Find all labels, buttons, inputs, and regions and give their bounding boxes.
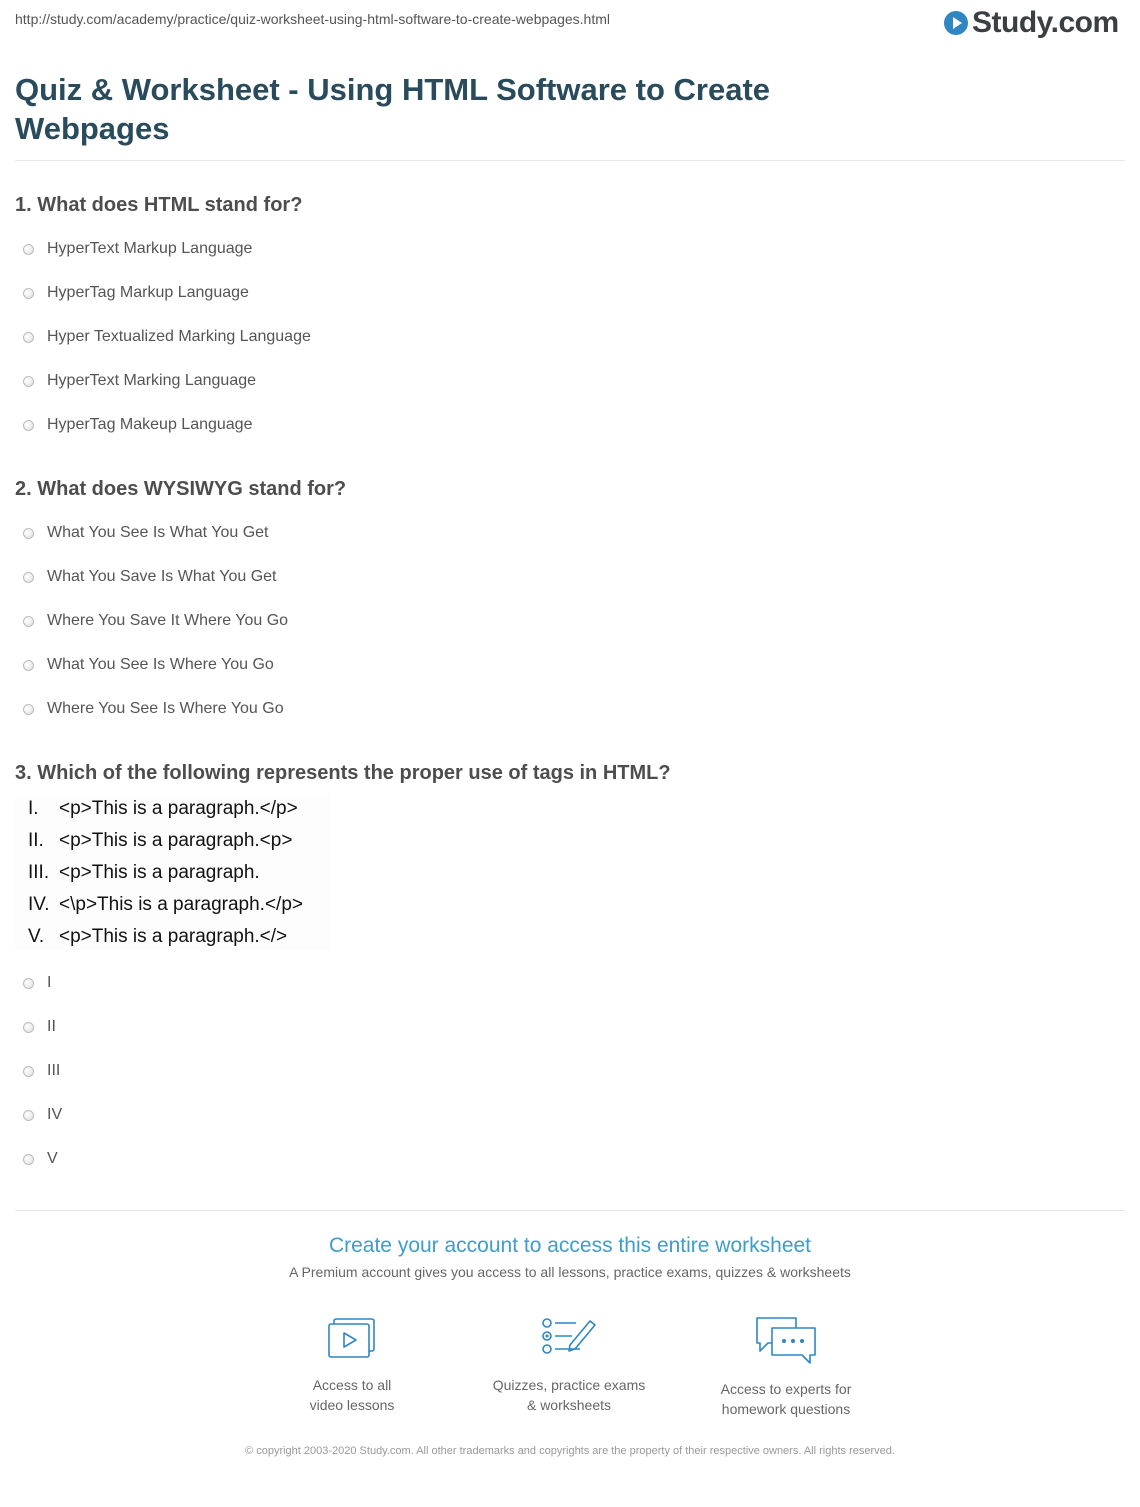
q1-option-4[interactable] [23, 370, 256, 392]
q2-option-1[interactable] [23, 522, 268, 544]
tag-example-text: <p>This is a paragraph.</> [59, 926, 288, 947]
create-account-link[interactable]: Create your account to access this entire worksheet [328, 1234, 812, 1257]
option-label: Hyper Textualized Marking Language [47, 328, 311, 345]
chat-bubbles-icon [754, 1315, 818, 1367]
video-lessons-icon [326, 1315, 378, 1363]
tag-examples-image [15, 795, 330, 950]
option-label: What You Save Is What You Get [47, 568, 277, 585]
radio-button[interactable] [23, 1154, 34, 1165]
option-label: What You See Is What You Get [47, 524, 269, 541]
question-3: 3. Which of the following represents the proper use of tags in HTML? [15, 762, 671, 784]
q2-option-4[interactable] [23, 654, 274, 676]
q3-option-1[interactable] [23, 972, 51, 994]
tag-example-text: <p>This is a paragraph.</p> [59, 798, 298, 819]
radio-button[interactable] [23, 978, 34, 989]
tag-example-number: III. [28, 862, 50, 883]
feature-video-lessons [252, 1315, 452, 1415]
question-1: 1. What does HTML stand for? [15, 194, 303, 216]
q2-option-2[interactable] [23, 566, 276, 588]
radio-button[interactable] [23, 616, 34, 627]
tag-example-row [28, 862, 260, 884]
feature-experts [686, 1315, 886, 1419]
option-label: IV [47, 1106, 63, 1123]
page-url: http://study.com/academy/practice/quiz-worksheet-using-html-software-to-create-webpages.html [15, 11, 610, 27]
tag-example-row [28, 926, 287, 948]
tag-example-number: I. [28, 798, 39, 819]
radio-button[interactable] [23, 572, 34, 583]
option-label: V [47, 1150, 58, 1167]
study-logo[interactable] [944, 6, 1119, 40]
radio-button[interactable] [23, 288, 34, 299]
feature-label-line: Access to experts for [720, 1381, 852, 1397]
option-label: HyperTag Makeup Language [47, 416, 253, 433]
feature-label-line: homework questions [721, 1401, 851, 1417]
tag-example-number: IV. [28, 894, 50, 915]
q3-option-3[interactable] [23, 1060, 60, 1082]
radio-button[interactable] [23, 704, 34, 715]
tag-example-row [28, 798, 298, 820]
title-divider [15, 160, 1125, 161]
q3-option-5[interactable] [23, 1148, 58, 1170]
radio-button[interactable] [23, 420, 34, 431]
q1-option-2[interactable] [23, 282, 249, 304]
radio-button[interactable] [23, 1066, 34, 1077]
option-label: I [47, 974, 52, 991]
radio-button[interactable] [23, 1110, 34, 1121]
tag-example-row [28, 830, 292, 852]
feature-quizzes [469, 1315, 669, 1415]
option-label: Where You See Is Where You Go [47, 700, 284, 717]
option-label: HyperText Markup Language [47, 240, 253, 257]
tag-example-number: II. [28, 830, 44, 851]
tag-example-number: V. [28, 926, 45, 947]
radio-button[interactable] [23, 332, 34, 343]
radio-button[interactable] [23, 660, 34, 671]
option-label: Where You Save It Where You Go [47, 612, 289, 629]
tag-example-text: <p>This is a paragraph. [59, 862, 260, 883]
radio-button[interactable] [23, 1022, 34, 1033]
radio-button[interactable] [23, 376, 34, 387]
copyright-notice: © copyright 2003-2020 Study.com. All other trademarks and copyrights are the property of their respective owners. All rights reserved. [245, 1445, 895, 1457]
q2-option-3[interactable] [23, 610, 288, 632]
page-title: Quiz & Worksheet - Using HTML Software to Create Webpages [15, 72, 771, 146]
q1-option-3[interactable] [23, 326, 311, 348]
play-logo-icon [944, 11, 968, 35]
cta-subtitle: A Premium account gives you access to all lessons, practice exams, quizzes & worksheets [289, 1264, 851, 1280]
feature-label-line: & worksheets [526, 1397, 612, 1413]
option-label: HyperTag Markup Language [47, 284, 249, 301]
feature-label-line: video lessons [309, 1397, 395, 1413]
q3-option-2[interactable] [23, 1016, 56, 1038]
tag-example-row [28, 894, 303, 916]
q1-option-1[interactable] [23, 238, 252, 260]
option-label: What You See Is Where You Go [47, 656, 274, 673]
quiz-list-icon [540, 1315, 598, 1363]
feature-label-line: Quizzes, practice exams [492, 1377, 646, 1393]
question-2: 2. What does WYSIWYG stand for? [15, 478, 347, 500]
option-label: HyperText Marking Language [47, 372, 257, 389]
option-label: II [47, 1018, 56, 1035]
tag-example-text: <p>This is a paragraph.<p> [59, 830, 293, 851]
q2-option-5[interactable] [23, 698, 284, 720]
radio-button[interactable] [23, 528, 34, 539]
radio-button[interactable] [23, 244, 34, 255]
q1-option-5[interactable] [23, 414, 252, 436]
option-label: III [47, 1062, 61, 1079]
q3-option-4[interactable] [23, 1104, 62, 1126]
section-divider [15, 1210, 1125, 1211]
feature-label-line: Access to all [312, 1377, 392, 1393]
logo-text: Study.com [972, 6, 1119, 39]
tag-example-text: <\p>This is a paragraph.</p> [59, 894, 303, 915]
